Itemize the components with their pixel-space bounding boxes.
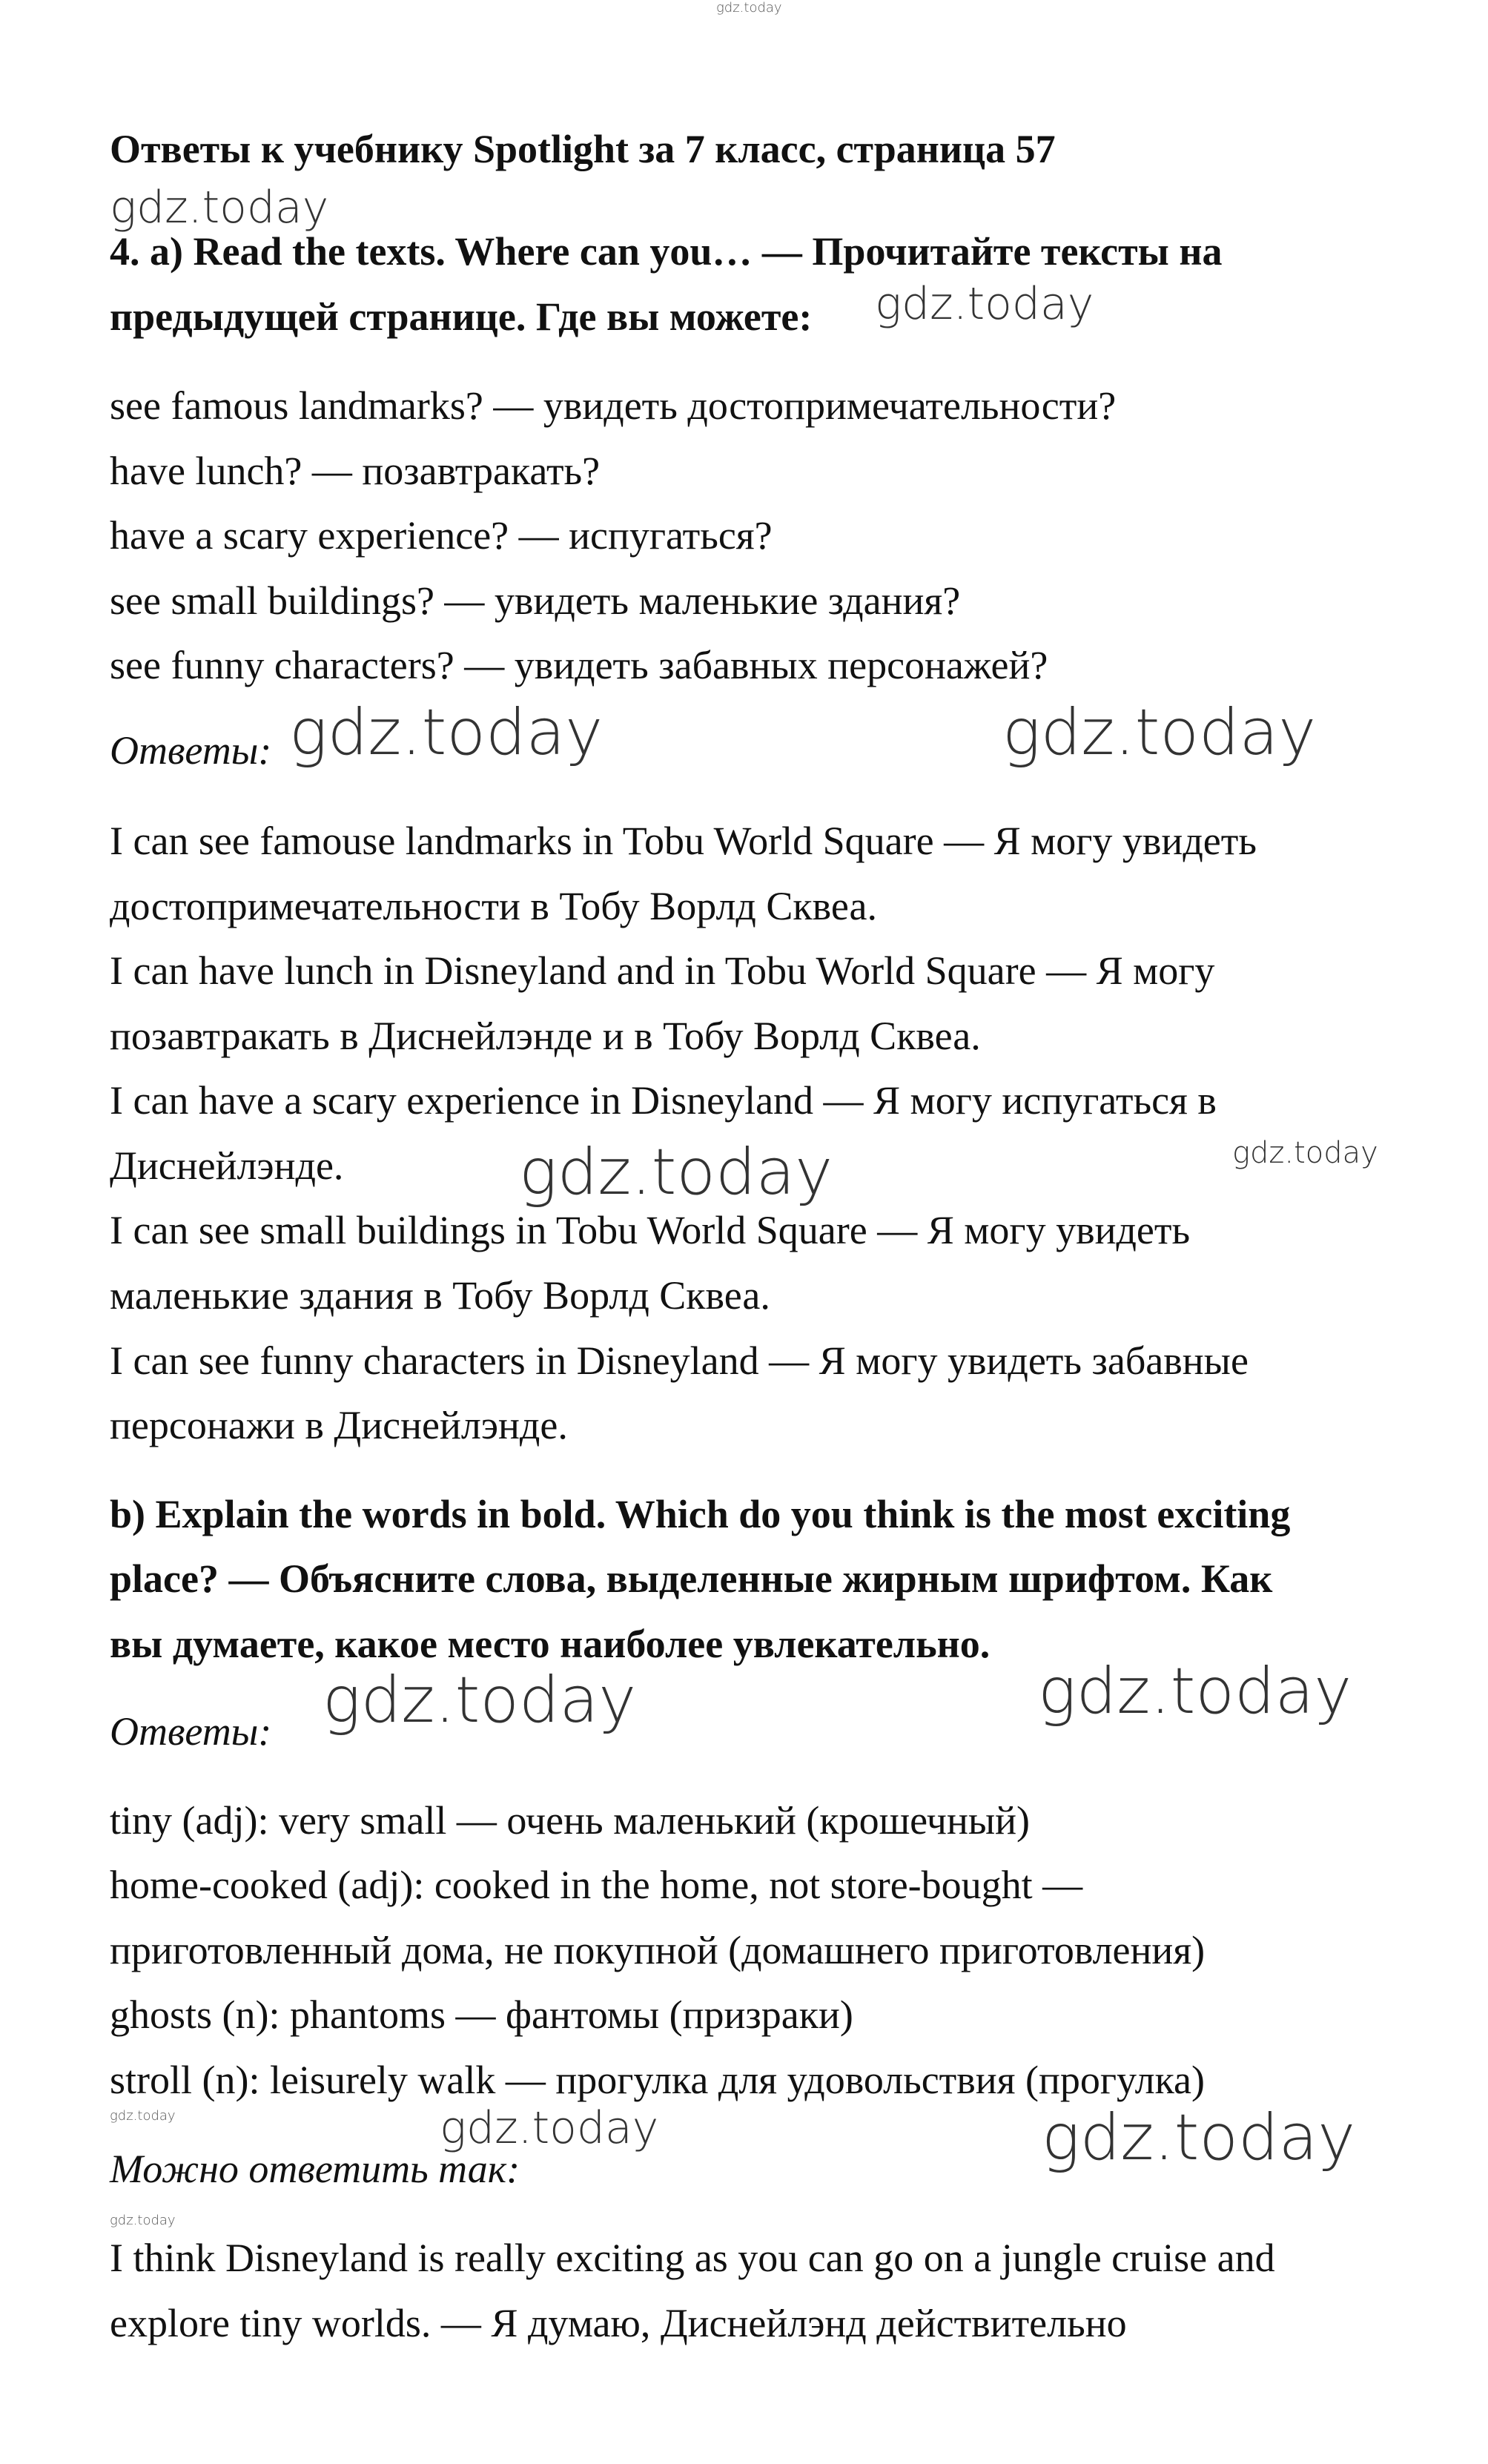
answer-line: позавтракать в Диснейлэнде и в Тобу Ворлд Сквеа.: [110, 1014, 981, 1058]
answer-line: I can see funny characters in Disneyland — Я могу увидеть забавные: [110, 1338, 1249, 1383]
definition-line: приготовленный дома, не покупной (домашнего приготовления): [110, 1928, 1206, 1972]
definition-line: home-cooked (adj): cooked in the home, not store-bought —: [110, 1863, 1083, 1907]
watermark: gdz.today: [110, 2108, 176, 2124]
definition-line: stroll (n): leisurely walk — прогулка для удовольствия (прогулка): [110, 2058, 1205, 2102]
page-title: Ответы к учебнику Spotlight за 7 класс, страница 57: [110, 127, 1056, 171]
watermark: gdz.today: [716, 0, 782, 16]
answer-line: I can see small buildings in Tobu World Square — Я могу увидеть: [110, 1208, 1191, 1252]
definition-line: tiny (adj): very small — очень маленький (крошечный): [110, 1798, 1030, 1843]
task-b-heading: place? — Объясните слова, выделенные жирным шрифтом. Как: [110, 1556, 1273, 1601]
final-answer-line: explore tiny worlds. — Я думаю, Диснейлэнд действительно: [110, 2301, 1127, 2345]
question-line: see funny characters? — увидеть забавных персонажей?: [110, 643, 1048, 687]
task-a-heading: 4. a) Read the texts. Where can you… — Прочитайте тексты на: [110, 229, 1223, 274]
answer-line: I can have a scary experience in Disneyland — Я могу испугаться в: [110, 1078, 1217, 1123]
question-line: see famous landmarks? — увидеть достопримечательности?: [110, 383, 1117, 428]
answer-line: I can have lunch in Disneyland and in Tobu World Square — Я могу: [110, 948, 1215, 993]
watermark: gdz.today: [110, 2213, 176, 2228]
watermark: gdz.today: [1002, 696, 1317, 770]
question-line: have lunch? — позавтракать?: [110, 449, 601, 493]
definition-line: ghosts (n): phantoms — фантомы (призраки): [110, 1992, 853, 2037]
answer-line: I can see famouse landmarks in Tobu World Square — Я могу увидеть: [110, 819, 1257, 863]
question-line: have a scary experience? — испугаться?: [110, 513, 773, 558]
watermark: gdz.today: [519, 1135, 833, 1209]
answers-label: Ответы:: [110, 728, 272, 773]
answer-line: маленькие здания в Тобу Ворлд Сквеа.: [110, 1273, 770, 1318]
answer-line: достопримечательности в Тобу Ворлд Сквеа.: [110, 884, 877, 928]
watermark: gdz.today: [1232, 1136, 1378, 1170]
question-line: see small buildings? — увидеть маленькие здания?: [110, 578, 961, 623]
watermark: gdz.today: [440, 2102, 659, 2154]
task-b-heading: вы думаете, какое место наиболее увлекательно.: [110, 1622, 991, 1666]
task-a-heading: предыдущей странице. Где вы можете:: [110, 294, 813, 339]
watermark: gdz.today: [875, 278, 1094, 330]
watermark: gdz.today: [289, 696, 604, 770]
final-answer-line: I think Disneyland is really exciting as you can go on a jungle cruise and: [110, 2236, 1275, 2280]
answer-line: Диснейлэнде.: [110, 1143, 344, 1188]
task-b-heading: b) Explain the words in bold. Which do you think is the most exciting: [110, 1492, 1291, 1536]
alt-answer-label: Можно ответить так:: [110, 2147, 520, 2191]
watermark: gdz.today: [110, 182, 329, 234]
watermark: gdz.today: [1042, 2101, 1356, 2175]
watermark: gdz.today: [323, 1663, 637, 1737]
answer-line: персонажи в Диснейлэнде.: [110, 1403, 568, 1447]
answers-label: Ответы:: [110, 1709, 272, 1754]
watermark: gdz.today: [1038, 1654, 1352, 1728]
